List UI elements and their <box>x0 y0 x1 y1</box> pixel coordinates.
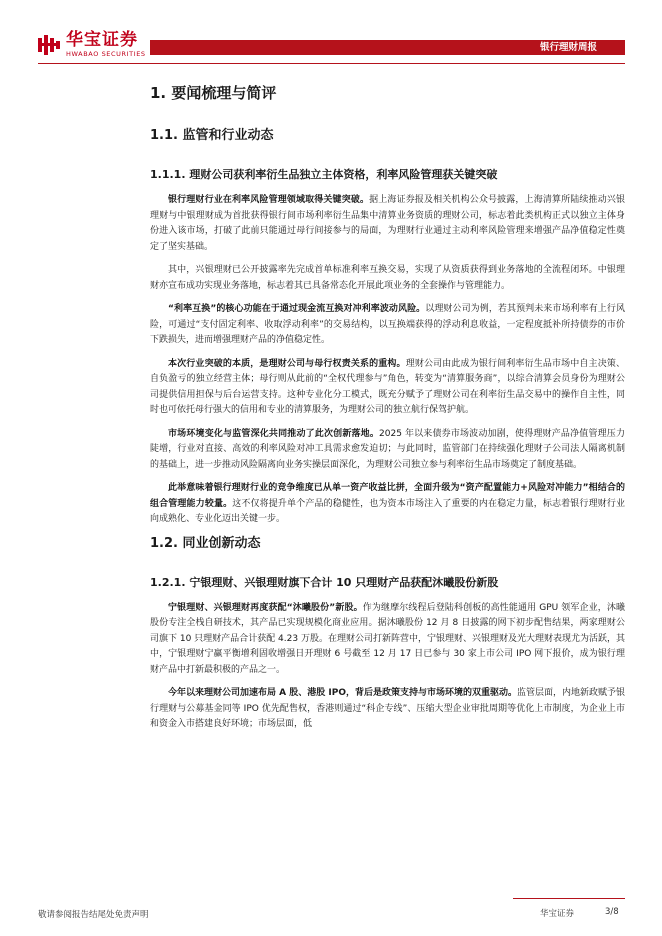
section-heading-1-1-1: 1.1.1. 理财公司获利率衍生品独立主体资格，利率风险管理获关键突破 <box>150 168 498 181</box>
page-number: 3/8 <box>605 907 619 917</box>
page-header <box>0 0 662 70</box>
paragraph-text: 作为继摩尔线程后登陆科创板的高性能通用 GPU 领军企业，沐曦股份专注全栈自研技术，其产品已实现规模化商业应用。据沐曦股份 12 月 8 日披露的网下初步配售结果，两家理财公司旗下 10 只理财产品合计获配 4.23 万股。在理财公司打新阵营中，宁银理财、兴银理财及光大理财表现尤为活跃，其中，宁银理财宁赢平衡增利固收增强日开理财 6 号截至 12 月 17 日已参与 30 家上市公司 IPO 网下报价，成为银行理财产品中打新最积极的产品之一。 <box>150 602 625 675</box>
paragraph-lead: 市场环境变化与监管深化共同推动了此次创新落地。 <box>168 428 380 439</box>
section-heading-1: 1. 要闻梳理与简评 <box>150 84 277 102</box>
paragraph <box>150 481 625 528</box>
logo-chinese-name: 华宝证券 <box>66 30 138 50</box>
footer-divider <box>513 898 625 899</box>
header-divider <box>38 63 625 64</box>
paragraph <box>150 686 625 733</box>
paragraph-lead: “利率互换”的核心功能在于通过现金流互换对冲利率波动风险。 <box>168 304 426 314</box>
paragraph-text: 以理财公司为例，若其预判未来市场利率有上行风险，可通过“支付固定利率、收取浮动利率”的交易结构，以互换端获得的浮动利息收益，一定程度抵补所持债券的市价下跌损失，进而增强理财产品的净值稳定性。 <box>150 304 625 345</box>
paragraph-lead: 本次行业突破的本质，是理财公司与母行权责关系的重构。 <box>168 358 406 369</box>
paragraph <box>150 601 625 679</box>
main-content <box>150 84 625 741</box>
paragraph-text: 监管层面，内地新政赋予银行理财与公募基金同等 IPO 优先配售权，香港则通过“科企专线”、压缩大型企业审批周期等优化上市制度，为企业上市和资金入市搭建良好环境；市场层面，低 <box>150 688 625 729</box>
paragraph-lead: 今年以来理财公司加速布局 A 股、港股 IPO，背后是政策支持与市场环境的双重驱动。 <box>168 688 517 698</box>
company-logo <box>38 32 146 58</box>
footer-disclaimer: 敬请参阅报告结尾处免责声明 <box>38 910 149 920</box>
section-heading-1-1: 1.1. 监管和行业动态 <box>150 128 274 143</box>
paragraph <box>150 193 625 255</box>
section-heading-1-2-1: 1.2.1. 宁银理财、兴银理财旗下合计 10 只理财产品获配沐曦股份新股 <box>150 575 499 589</box>
paragraph-text: 其中，兴银理财已公开披露率先完成首单标准利率互换交易，实现了从资质获得到业务落地的全流程闭环。中银理财亦宣布成功实现业务落地，标志着其已具备常态化开展此项业务的全套操作与管理能力。 <box>150 265 625 291</box>
paragraph <box>150 263 625 294</box>
paragraph-lead: 此举意味着银行理财行业的竞争维度已从单一资产收益比拼，全面升级为“资产配置能力+风险对冲能力”相结合的组合管理能力较量。 <box>150 483 625 509</box>
paragraph-text: 这不仅将提升单个产品的稳健性，也为资本市场注入了重要的内在稳定力量，标志着银行理财行业向成熟化、专业化迈出关键一步。 <box>150 498 625 524</box>
paragraph <box>150 427 625 474</box>
paragraph-text: 据上海证券报及相关机构公众号披露，上海清算所陆续推动兴银理财与中银理财成为首批获得银行间市场利率衍生品集中清算业务资质的理财公司，标志着此类机构正式以独立主体身份进入该市场，打破了此前只能通过母行间接参与的局面，为理财行业通过主动利率风险管理来增强产品净值稳定性奠定了坚实基础。 <box>150 195 625 252</box>
report-label: 银行理财周报 <box>540 42 598 53</box>
logo-english-name: HWABAO SECURITIES <box>66 50 146 58</box>
paragraph-lead: 银行理财行业在利率风险管理领域取得关键突破。 <box>168 195 370 205</box>
paragraph <box>150 357 625 419</box>
footer-company: 华宝证券 <box>540 909 575 919</box>
hwabao-logo-icon <box>38 35 60 55</box>
paragraph-lead: 宁银理财、兴银理财再度获配“沐曦股份”新股。 <box>168 602 363 613</box>
paragraph-text: 2025 年以来债券市场波动加剧，使得理财产品净值管理压力陡增，行业对直接、高效的利率风险对冲工具需求愈发迫切；与此同时，监管部门在持续强化理财子公司法人隔离机制的基础上，进一步推动风险隔离向业务实操层面深化，为理财公司独立参与利率衍生品市场奠定了制度基础。 <box>150 428 625 470</box>
paragraph-text: 理财公司由此成为银行间利率衍生品市场中自主决策、自负盈亏的独立经营主体；母行则从此前的“全权代理参与”角色，转变为“清算服务商”，以综合清算会员身份为理财公司提供信用担保与后台运营支持。这种专业化分工模式，既充分赋予了理财公司在利率衍生品交易中的操作自主性，同时也可依托母行强大的信用和专业的清算服务，为理财公司的独立航行保驾护航。 <box>150 358 625 415</box>
paragraph <box>150 302 625 349</box>
section-heading-1-2: 1.2. 同业创新动态 <box>150 535 261 551</box>
